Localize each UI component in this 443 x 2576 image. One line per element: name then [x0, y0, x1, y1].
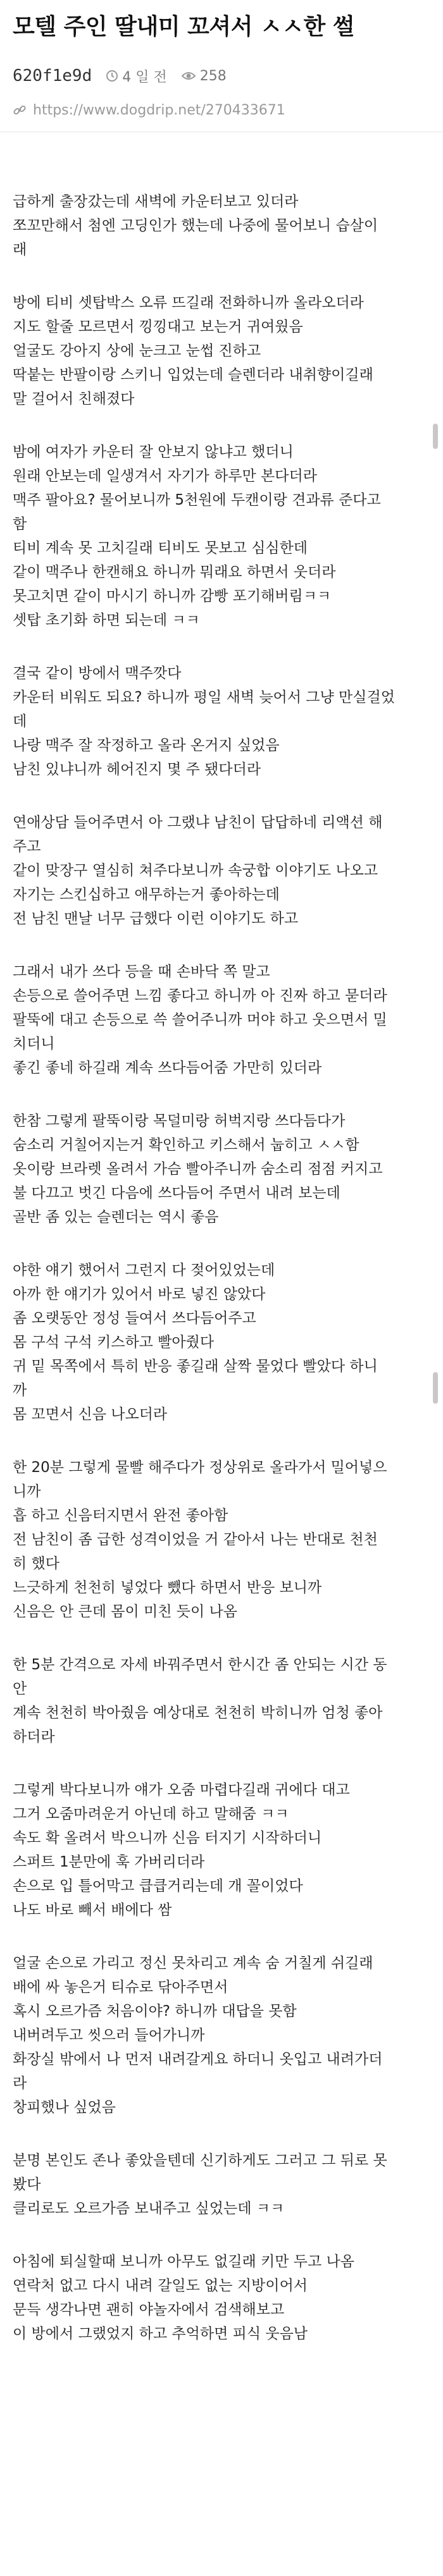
- body-line: 클리로도 오르가즘 보내주고 싶었는데 ㅋㅋ: [13, 2200, 285, 2217]
- body-line: 흡 하고 신음터지면서 완전 좋아함: [13, 1507, 228, 1524]
- body-line: 문득 생각나면 괜히 야놀자에서 검색해보고: [13, 2302, 285, 2318]
- body-line: 연애상담 들어주면서 아 그랬냐 남친이 답답하네 리액션 해: [13, 814, 383, 831]
- body-line: 귀 밑 목쪽에서 특히 반응 좋길래 살짝 물었다 빨았다 하니: [13, 1358, 378, 1375]
- body-line: 니까: [13, 1483, 41, 1500]
- body-line: 딱붙는 반팔이랑 스키니 입었는데 슬렌더라 내취향이길래: [13, 367, 373, 383]
- body-line: 옷이랑 브라렛 올려서 가슴 빨아주니까 숨소리 점점 커지고: [13, 1161, 383, 1177]
- body-line: 연락처 없고 다시 내려 갈일도 없는 지방이어서: [13, 2278, 308, 2294]
- body-paragraph: [13, 1258, 405, 1426]
- scroll-indicator-1[interactable]: [433, 424, 438, 449]
- body-line: 까: [13, 1382, 27, 1399]
- body-line: 혹시 오르가즘 처음이야? 하니까 대답을 못함: [13, 2003, 297, 2020]
- body-line: 못고치면 같이 마시기 하니까 감빵 포기해버림ㅋㅋ: [13, 588, 332, 604]
- body-line: 얼굴 손으로 가리고 정신 못차리고 계속 숨 거칠게 쉬길래: [13, 1955, 373, 1972]
- body-line: 히 했다: [13, 1555, 59, 1572]
- body-line: 나랑 맥주 잘 작정하고 올라 온거지 싶었음: [13, 737, 280, 754]
- body-paragraph: [13, 811, 405, 931]
- body-line: 티비 계속 못 고치길래 티비도 못보고 심심한데: [13, 540, 308, 556]
- body-line: 배에 싸 놓은거 티슈로 닦아주면서: [13, 1979, 228, 1996]
- body-line: 전 남친이 좀 급한 성격이었을 거 같아서 나는 반대로 천천: [13, 1531, 378, 1548]
- body-line: 창피했나 싶었음: [13, 2099, 116, 2116]
- eye-icon: [181, 70, 196, 82]
- body-line: 셋탑 초기화 하면 되는데 ㅋㅋ: [13, 612, 200, 629]
- body-line: 치더니: [13, 1036, 55, 1052]
- body-line: 이 방에서 그랬었지 하고 추억하면 피식 웃음남: [13, 2326, 308, 2342]
- body-paragraph: [13, 291, 405, 411]
- body-line: 손으로 입 틀어막고 큽큽거리는데 개 꼴이었다: [13, 1878, 303, 1894]
- clock-icon: [106, 70, 118, 82]
- body-line: 쪼꼬만해서 첨엔 고딩인가 했는데 나중에 물어보니 습살이: [13, 218, 378, 234]
- body-paragraph: [13, 190, 405, 262]
- body-paragraph: [13, 1778, 405, 1922]
- body-line: 숨소리 거칠어지는거 확인하고 키스해서 눕히고 ㅅㅅ함: [13, 1137, 359, 1153]
- body-line: 남친 있냐니까 헤어진지 몇 주 됐다더라: [13, 761, 261, 778]
- body-line: 얼굴도 강아지 상에 눈크고 눈썹 진하고: [13, 343, 261, 359]
- post-url[interactable]: https://www.dogdrip.net/270433671: [33, 102, 285, 118]
- body-line: 데: [13, 713, 27, 730]
- body-line: 맥주 팔아요? 물어보니까 5천원에 두캔이랑 견과류 준다고: [13, 492, 381, 508]
- body-paragraph: [13, 1109, 405, 1229]
- body-line: 그렇게 박다보니까 얘가 오줌 마렵다길래 귀에다 대고: [13, 1782, 350, 1798]
- post-views: [181, 68, 227, 84]
- body-line: 봤다: [13, 2176, 41, 2193]
- body-line: 원래 안보는데 일생겨서 자기가 하루만 본다더라: [13, 468, 317, 484]
- body-line: 전 남친 맨날 너무 급했다 이런 이야기도 하고: [13, 911, 299, 927]
- body-paragraph: [13, 1951, 405, 2119]
- body-line: 라: [13, 2075, 27, 2092]
- body-line: 신음은 안 큰데 몸이 미친 듯이 나옴: [13, 1604, 237, 1620]
- body-line: 안: [13, 1681, 27, 1697]
- body-line: 아침에 퇴실할때 보니까 아무도 없길래 키만 두고 나옴: [13, 2254, 354, 2270]
- body-paragraph: [13, 1456, 405, 1624]
- body-paragraph: [13, 440, 405, 632]
- body-line: 밤에 여자가 카운터 잘 안보지 않냐고 했더니: [13, 444, 294, 460]
- body-line: 화장실 밖에서 나 먼저 내려갈게요 하더니 옷입고 내려가더: [13, 2051, 383, 2068]
- body-line: 한 20분 그렇게 물빨 해주다가 정상위로 올라가서 밀어넣으: [13, 1459, 387, 1476]
- post-url-row[interactable]: [0, 89, 443, 125]
- body-line: 급하게 출장갔는데 새벽에 카운터보고 있더라: [13, 193, 299, 210]
- body-line: 같이 맞장구 열심히 쳐주다보니까 속궁합 이야기도 나오고: [13, 862, 378, 879]
- body-line: 좋긴 좋네 하길래 계속 쓰다듬어줌 가만히 있더라: [13, 1060, 322, 1076]
- body-line: 분명 본인도 존나 좋았을텐데 신기하게도 그러고 그 뒤로 못: [13, 2152, 387, 2169]
- body-paragraph: [13, 2250, 405, 2346]
- body-paragraph: [13, 661, 405, 782]
- body-line: 같이 맥주나 한캔해요 하니까 뭐래요 하면서 웃더라: [13, 564, 336, 580]
- body-line: 몸 꼬면서 신음 나오더라: [13, 1406, 168, 1423]
- body-line: 몸 구석 구석 키스하고 빨아줬다: [13, 1334, 215, 1351]
- body-line: 야한 얘기 했어서 그런지 다 젖어있었는데: [13, 1262, 275, 1279]
- body-line: 내버려두고 씻으러 들어가니까: [13, 2027, 205, 2044]
- body-line: 카운터 비워도 되요? 하니까 평일 새벽 늦어서 그냥 만실걸었: [13, 689, 395, 706]
- body-line: 함: [13, 516, 27, 532]
- body-line: 스퍼트 1분만에 훅 가버리더라: [13, 1854, 205, 1870]
- body-line: 계속 천천히 박아줬음 예상대로 천천히 박히니까 엄청 좋아: [13, 1705, 383, 1721]
- body-line: 주고: [13, 838, 41, 855]
- body-line: 불 다끄고 벗긴 다음에 쓰다듬어 주면서 내려 보는데: [13, 1185, 340, 1201]
- body-line: 손등으로 쓸어주면 느낌 좋다고 하니까 아 진짜 하고 묻더라: [13, 988, 387, 1004]
- post-body: [13, 190, 405, 2375]
- body-line: 느긋하게 천천히 넣었다 뺐다 하면서 반응 보니까: [13, 1579, 322, 1596]
- post-views-count: 258: [199, 68, 227, 84]
- body-line: 속도 확 올려서 박으니까 신음 터지기 시작하더니: [13, 1830, 322, 1846]
- author-name[interactable]: 620f1e9d: [13, 66, 92, 85]
- link-icon: [13, 103, 27, 117]
- scroll-indicator-2[interactable]: [433, 1372, 438, 1404]
- body-line: 팔뚝에 대고 손등으로 쓱 쓸어주니까 머야 하고 웃으면서 밀: [13, 1012, 387, 1028]
- post-title: 모텔 주인 딸내미 꼬셔서 ㅅㅅ한 썰: [13, 14, 355, 40]
- body-line: 그거 오줌마려운거 아닌데 하고 말해줌 ㅋㅋ: [13, 1806, 289, 1822]
- post-time: [106, 66, 167, 86]
- body-line: 결국 같이 방에서 맥주깟다: [13, 665, 182, 682]
- body-line: 골반 좀 있는 슬렌더는 역시 좋음: [13, 1209, 219, 1225]
- body-line: 말 걸어서 친해졌다: [13, 391, 135, 407]
- body-line: 래: [13, 242, 27, 258]
- body-line: 지도 할줄 모르면서 낑낑대고 보는거 귀여웠음: [13, 319, 303, 335]
- body-line: 한 5분 간격으로 자세 바꿔주면서 한시간 좀 안되는 시간 동: [13, 1657, 387, 1673]
- body-line: 나도 바로 빼서 배에다 쌈: [13, 1902, 172, 1918]
- body-line: 그래서 내가 쓰다 등을 때 손바닥 쪽 말고: [13, 964, 270, 980]
- body-paragraph: [13, 960, 405, 1080]
- body-line: 자기는 스킨십하고 애무하는거 좋아하는데: [13, 886, 280, 903]
- body-line: 좀 오랫동안 정성 들여서 쓰다듬어주고: [13, 1310, 256, 1327]
- post-time-label: 4 일 전: [122, 69, 167, 85]
- body-line: 한참 그렇게 팔뚝이랑 목덜미랑 허벅지랑 쓰다듬다가: [13, 1113, 346, 1129]
- body-line: 아까 한 얘기가 있어서 바로 넣진 않았다: [13, 1286, 266, 1303]
- post-header: [0, 0, 443, 44]
- body-line: 방에 티비 셋탑박스 오류 뜨길래 전화하니까 올라오더라: [13, 295, 364, 311]
- post-meta: [0, 44, 443, 89]
- body-paragraph: [13, 1653, 405, 1749]
- body-paragraph: [13, 2149, 405, 2221]
- body-line: 하더라: [13, 1729, 55, 1745]
